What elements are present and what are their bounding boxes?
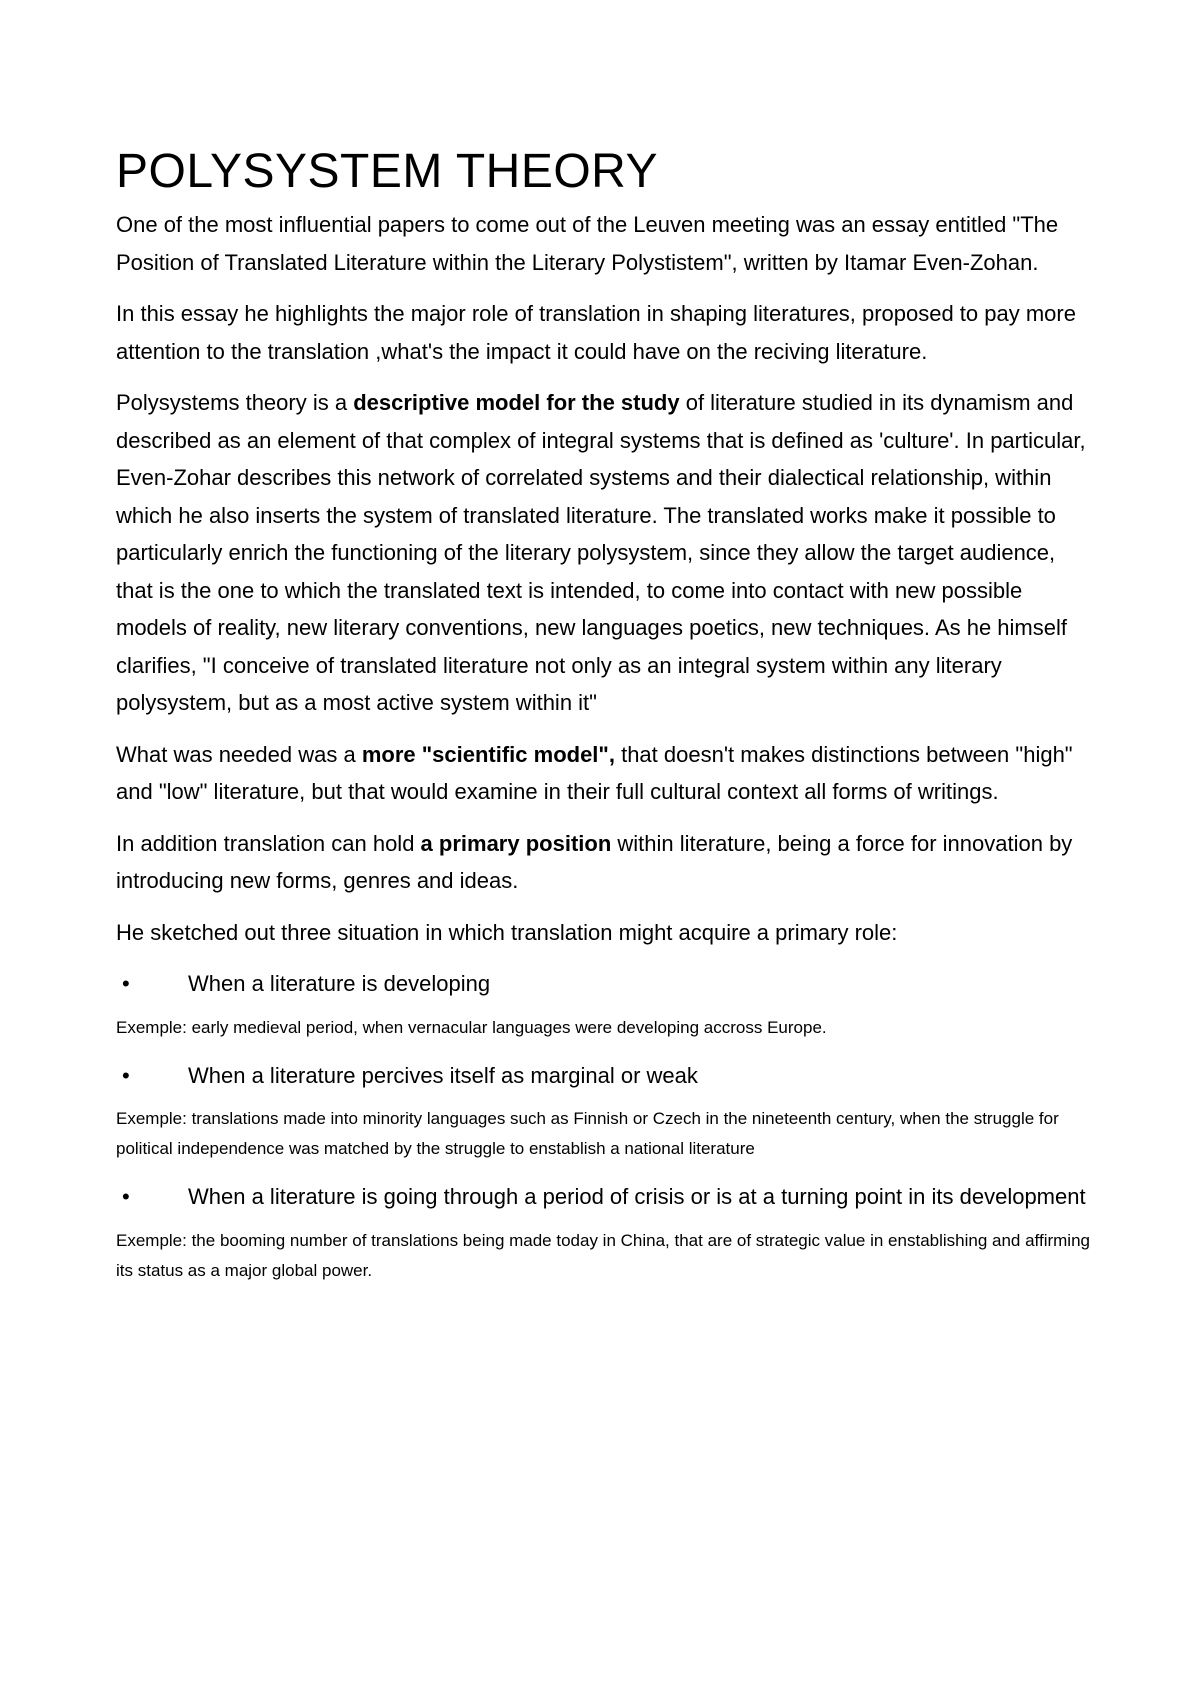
- paragraph-text: within literature, being a force for innovation by introducing new forms, genres and ideas.: [116, 830, 1073, 893]
- bold-phrase: descriptive model for the study: [353, 390, 680, 415]
- paragraph-essay-role: In this essay he highlights the major role of translation in shaping literatures, proposed to pay more attention to the translation ,what's the impact it could have on the reciving literature.: [116, 301, 1076, 364]
- paragraph-text: Polysystems theory is a: [116, 390, 354, 415]
- paragraph-text: that doesn't makes distinctions between "high" and "low" literature, but that would examine in their full cultural context all forms of writings.: [116, 741, 1073, 804]
- example-note: Exemple: translations made into minority languages such as Finnish or Czech in the nineteenth century, when the struggle for political independence was matched by the struggle to enstablish a national literature: [116, 1109, 1059, 1158]
- bullet-text: When a literature is going through a period of crisis or is at a turning point in its development: [188, 1184, 1086, 1209]
- bold-phrase: a primary position: [420, 830, 612, 856]
- bold-phrase: more "scientific model",: [361, 741, 615, 767]
- document-title: POLYSYSTEM THEORY: [116, 145, 658, 198]
- paragraph-text: of literature studied in its dynamism and described as an element of that complex of integral systems that is defined as 'culture'. In particular, Even-Zohar describes this network of correlated systems and their dialectical relationship, within which he also inserts the system of translated literature. The translated works make it possible to particularly enrich the functioning of the literary polysystem, since they allow the target audience, that is the one to which the translated text is intended, to come into contact with new possible models of reality, new literary conventions, new languages poetics, new techniques. As he himself clarifies, "I conceive of translated literature not only as an integral system within any literary polysystem, but as a most active system within it": [116, 390, 1086, 715]
- example-note: Exemple: the booming number of translations being made today in China, that are of strategic value in enstablishing and affirming its status as a major global power.: [116, 1230, 1090, 1280]
- bullet-icon: •: [122, 971, 130, 996]
- paragraph-scientific-model: [116, 736, 1096, 811]
- bullet-text: When a literature is developing: [188, 971, 491, 996]
- paragraph-text: What was needed was a: [116, 741, 362, 767]
- example-note: Exemple: early medieval period, when vernacular languages were developing accross Europe.: [116, 1017, 827, 1037]
- bullet-item: [116, 1178, 1096, 1216]
- paragraph-intro: One of the most influential papers to come out of the Leuven meeting was an essay entitled "The Position of Translated Literature within the Literary Polystistem", written by Itamar Even-Zohan.: [116, 212, 1059, 275]
- bullet-icon: •: [122, 1184, 130, 1209]
- paragraph-primary-position: [116, 825, 1096, 900]
- paragraph-polysystems-theory: [116, 384, 1096, 722]
- paragraph-three-situations: He sketched out three situation in which translation might acquire a primary role:: [116, 919, 898, 945]
- bullet-icon: •: [122, 1062, 130, 1088]
- paragraph-text: In addition translation can hold: [116, 830, 421, 856]
- document-body: [116, 142, 1096, 1300]
- bullet-item: [116, 1057, 1096, 1095]
- bullet-item: [116, 965, 1096, 1003]
- bullet-text: When a literature percives itself as marginal or weak: [188, 1062, 698, 1088]
